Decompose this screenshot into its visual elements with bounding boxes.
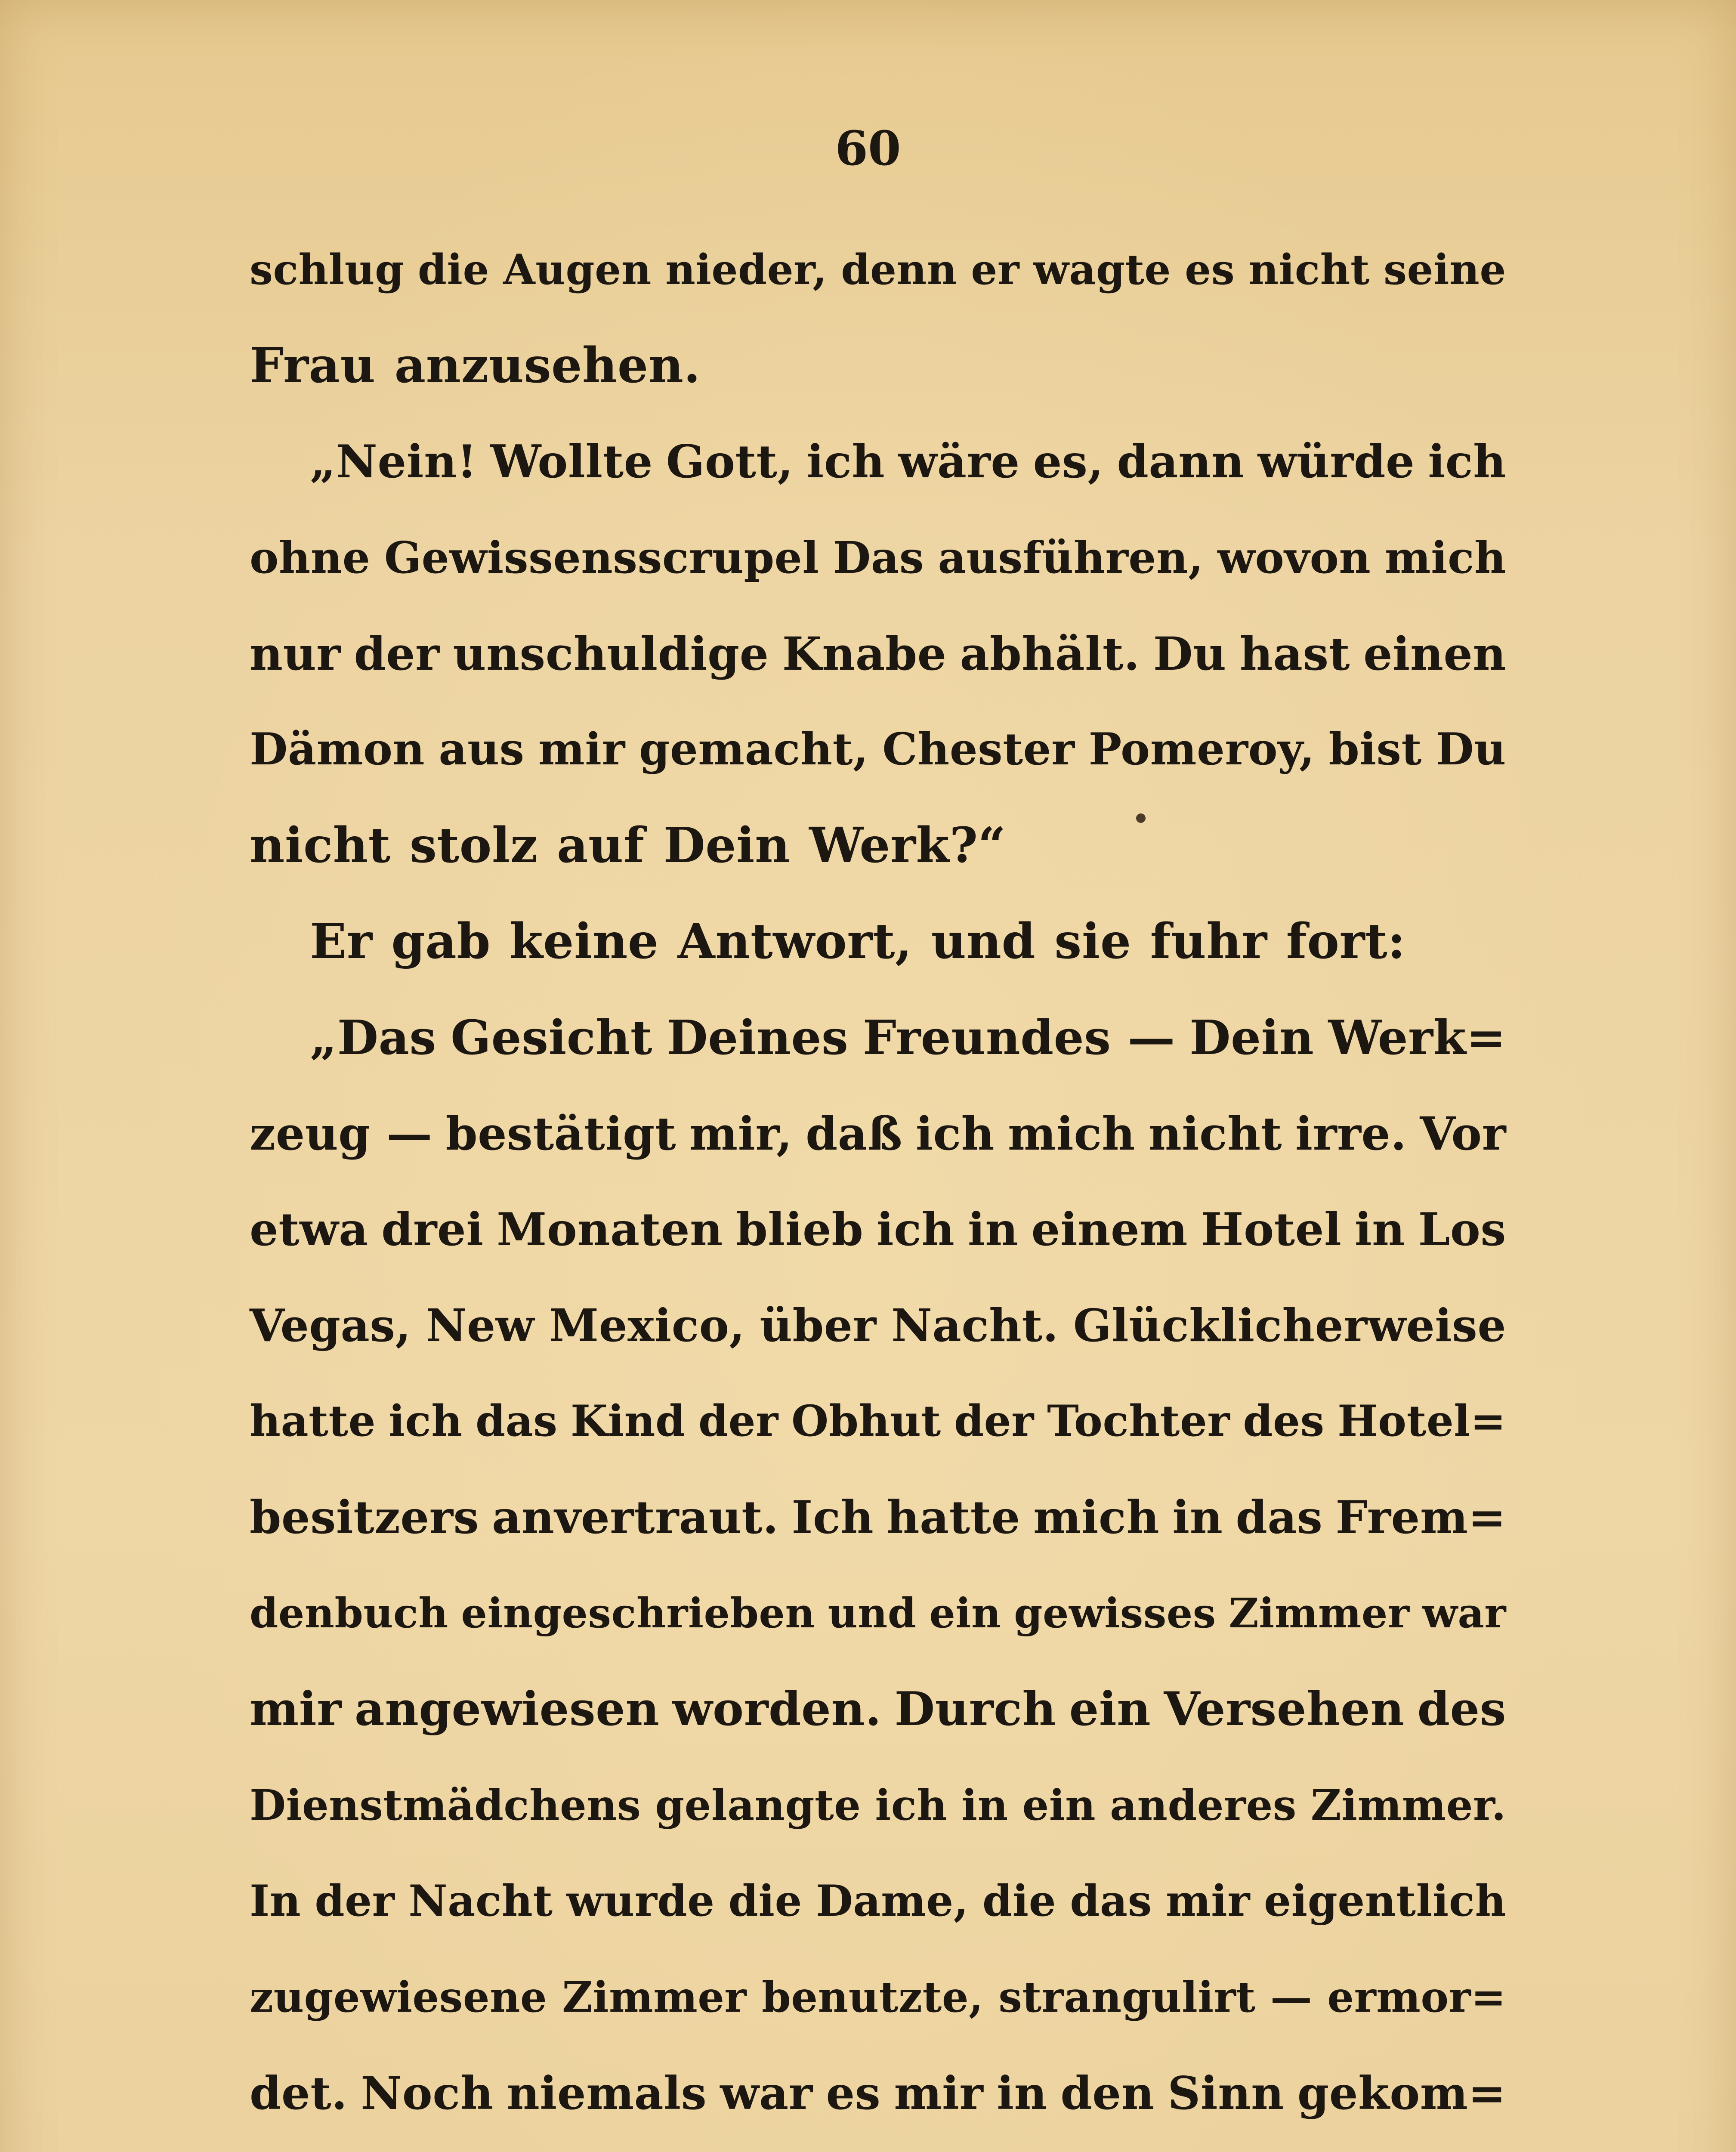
word: ein bbox=[1069, 1682, 1151, 1736]
word: würde bbox=[1257, 435, 1415, 488]
word: denbuch bbox=[250, 1589, 448, 1637]
word: wurde bbox=[566, 1876, 715, 1926]
word: ich bbox=[389, 1396, 463, 1446]
word: des bbox=[1243, 1396, 1325, 1446]
word bbox=[478, 2141, 578, 2152]
word: Dämon bbox=[250, 724, 425, 775]
text-line bbox=[250, 1757, 1506, 1853]
text-line bbox=[250, 1565, 1506, 1661]
word: angewiesen bbox=[354, 1682, 660, 1736]
word: die bbox=[728, 1876, 802, 1926]
word bbox=[371, 2141, 463, 2152]
word: nur bbox=[250, 627, 341, 680]
word: Versehen bbox=[1164, 1682, 1405, 1736]
word: irre. bbox=[1295, 1107, 1407, 1160]
word: in bbox=[967, 1203, 1019, 1256]
word: drei bbox=[381, 1203, 484, 1256]
text-line bbox=[250, 1277, 1506, 1373]
word: bestätigt bbox=[445, 1107, 676, 1160]
text-line bbox=[250, 894, 1506, 989]
word bbox=[1216, 2141, 1321, 2152]
word: Deines bbox=[667, 1010, 849, 1065]
word: Hotel= bbox=[1338, 1396, 1506, 1446]
word: zugewiesene bbox=[250, 1973, 547, 2022]
word: gab bbox=[391, 913, 491, 970]
word: mir bbox=[1165, 1876, 1250, 1926]
word: Das bbox=[833, 532, 924, 583]
word: Sinn bbox=[1168, 2066, 1284, 2120]
word: Antwort, bbox=[677, 913, 912, 970]
word bbox=[250, 2141, 356, 2152]
word: ohne bbox=[250, 532, 371, 583]
word: etwa bbox=[250, 1203, 368, 1256]
word: gewisses bbox=[1014, 1589, 1216, 1637]
word: wäre bbox=[898, 435, 1020, 488]
word: ich bbox=[875, 1781, 948, 1830]
page-number: 60 bbox=[835, 121, 901, 176]
word: Werk?“ bbox=[809, 817, 1006, 874]
word bbox=[592, 2141, 669, 2152]
word: „Nein! bbox=[310, 435, 477, 488]
word: gekom= bbox=[1297, 2066, 1506, 2120]
word: der bbox=[698, 1396, 778, 1446]
word: hatte bbox=[887, 1490, 1020, 1544]
text-line bbox=[250, 798, 1506, 894]
word: gemacht, bbox=[639, 724, 869, 775]
text-line bbox=[250, 702, 1506, 798]
word: schlug bbox=[250, 245, 404, 294]
word: Zimmer. bbox=[1310, 1781, 1506, 1830]
word: Dienstmädchens bbox=[250, 1781, 641, 1830]
text-line bbox=[250, 989, 1506, 1085]
word: zeug — bbox=[250, 1107, 432, 1160]
word: die bbox=[982, 1876, 1056, 1926]
word: stolz bbox=[409, 817, 538, 874]
word: Er bbox=[310, 913, 373, 970]
word: seine bbox=[1383, 245, 1506, 294]
word: Vor bbox=[1420, 1107, 1506, 1160]
word: Kind bbox=[570, 1396, 686, 1446]
text-line bbox=[250, 318, 1506, 414]
word: das bbox=[1236, 1490, 1323, 1544]
word: Du bbox=[1436, 724, 1506, 775]
word: auf bbox=[556, 817, 645, 874]
word: der bbox=[315, 1876, 395, 1926]
word: Los bbox=[1418, 1203, 1506, 1256]
word: sie bbox=[1054, 913, 1131, 970]
word bbox=[1335, 2141, 1506, 2152]
word: Gott, bbox=[666, 435, 794, 488]
word: keine bbox=[510, 913, 659, 970]
word: Freundes — bbox=[862, 1010, 1175, 1065]
word: Zimmer bbox=[562, 1973, 747, 2022]
text-line bbox=[250, 510, 1506, 606]
text-line bbox=[250, 1373, 1506, 1469]
word: Frau bbox=[250, 337, 376, 394]
word: eingeschrieben bbox=[461, 1589, 815, 1637]
word: ich bbox=[1428, 435, 1506, 488]
word: hatte bbox=[250, 1396, 376, 1446]
word: benutzte, bbox=[762, 1973, 984, 2022]
word: die bbox=[417, 245, 490, 294]
text-line bbox=[250, 2141, 1506, 2152]
word: des bbox=[1417, 1682, 1506, 1736]
word: mich bbox=[1007, 1107, 1135, 1160]
word: worden. bbox=[672, 1682, 882, 1736]
word: aus bbox=[439, 724, 525, 775]
word: einem bbox=[1031, 1203, 1188, 1256]
word: Monaten bbox=[497, 1203, 723, 1256]
word: war bbox=[1422, 1589, 1506, 1637]
word: Werk= bbox=[1328, 1010, 1506, 1065]
word: eigentlich bbox=[1263, 1876, 1506, 1926]
word: den bbox=[1060, 2066, 1155, 2120]
word: in bbox=[961, 1781, 1008, 1830]
word: Ich bbox=[791, 1490, 874, 1544]
word: mir bbox=[894, 2066, 984, 2120]
word: Chester bbox=[882, 724, 1075, 775]
word: nicht bbox=[1148, 1107, 1282, 1160]
word: Dein bbox=[663, 817, 791, 874]
word: Dame, bbox=[816, 1876, 969, 1926]
word: Dein bbox=[1189, 1010, 1314, 1065]
text-line bbox=[250, 1949, 1506, 2045]
word bbox=[1109, 2141, 1202, 2152]
word: Obhut bbox=[791, 1396, 941, 1446]
word: ich bbox=[806, 435, 885, 488]
text-line bbox=[250, 606, 1506, 702]
word: Gesicht bbox=[451, 1010, 653, 1065]
word: Knabe bbox=[782, 627, 947, 680]
word: Zimmer bbox=[1229, 1589, 1410, 1637]
word: in bbox=[1172, 1490, 1223, 1544]
word: niemals bbox=[507, 2066, 707, 2120]
text-line bbox=[250, 414, 1506, 510]
word: ich bbox=[915, 1107, 995, 1160]
text-line bbox=[250, 1085, 1506, 1181]
word: gelangte bbox=[655, 1781, 861, 1830]
word: dann bbox=[1117, 435, 1245, 488]
text-block bbox=[250, 222, 1506, 2152]
word: mir, bbox=[689, 1107, 793, 1160]
word: einen bbox=[1363, 627, 1506, 680]
word: ermor= bbox=[1327, 1973, 1506, 2022]
word: anderes bbox=[1110, 1781, 1297, 1830]
word: war bbox=[720, 2066, 813, 2120]
word: Augen bbox=[503, 245, 652, 294]
word: Nacht. bbox=[891, 1299, 1059, 1352]
text-line bbox=[250, 1853, 1506, 1949]
word: Gewissensscrupel bbox=[384, 532, 819, 583]
word: in bbox=[1354, 1203, 1405, 1256]
word: anvertraut. bbox=[492, 1490, 779, 1544]
word: hast bbox=[1239, 627, 1350, 680]
word: es, bbox=[1033, 435, 1104, 488]
word: nicht bbox=[250, 817, 391, 874]
word: mir bbox=[538, 724, 625, 775]
word: in bbox=[997, 2066, 1047, 2120]
word: der bbox=[954, 1396, 1034, 1446]
word: mich bbox=[1033, 1490, 1160, 1544]
word bbox=[924, 2141, 1094, 2152]
word: strangulirt — bbox=[998, 1973, 1313, 2022]
word: bist bbox=[1328, 724, 1422, 775]
word: anzusehen. bbox=[394, 337, 701, 394]
word: abhält. bbox=[960, 627, 1140, 680]
word: Frem= bbox=[1335, 1490, 1506, 1544]
text-line bbox=[250, 1661, 1506, 1757]
word: det. bbox=[250, 2066, 348, 2120]
word: Tochter bbox=[1047, 1396, 1230, 1446]
word: New bbox=[426, 1299, 534, 1352]
word: unschuldige bbox=[453, 627, 769, 680]
word: besitzers bbox=[250, 1490, 479, 1544]
word: wagte bbox=[1033, 245, 1171, 294]
word: Wollte bbox=[490, 435, 653, 488]
word: Durch bbox=[894, 1682, 1056, 1736]
word: ein bbox=[1022, 1781, 1096, 1830]
word: ich bbox=[876, 1203, 955, 1256]
word: es bbox=[826, 2066, 881, 2120]
text-line bbox=[250, 1469, 1506, 1565]
word: Mexico, bbox=[549, 1299, 745, 1352]
word: Vegas, bbox=[250, 1299, 411, 1352]
word: daß bbox=[806, 1107, 902, 1160]
word: Pomeroy, bbox=[1088, 724, 1315, 775]
word: Glücklicherweise bbox=[1073, 1299, 1506, 1352]
word: das bbox=[475, 1396, 558, 1446]
word: und bbox=[828, 1589, 917, 1637]
word: denn bbox=[841, 245, 958, 294]
word: mir bbox=[250, 1682, 342, 1736]
word: wovon bbox=[1217, 532, 1371, 583]
word: blieb bbox=[736, 1203, 864, 1256]
word: der bbox=[354, 627, 440, 680]
word bbox=[683, 2141, 910, 2152]
word: er bbox=[971, 245, 1019, 294]
word: In bbox=[250, 1876, 301, 1926]
word: mich bbox=[1384, 532, 1506, 583]
word: das bbox=[1070, 1876, 1152, 1926]
word: ein bbox=[929, 1589, 1001, 1637]
word: „Das bbox=[310, 1010, 436, 1065]
text-line bbox=[250, 2045, 1506, 2141]
word: Noch bbox=[361, 2066, 494, 2120]
word: ausführen, bbox=[938, 532, 1204, 583]
word: Hotel bbox=[1201, 1203, 1342, 1256]
text-line bbox=[250, 222, 1506, 318]
word: über bbox=[760, 1299, 877, 1352]
word: Nacht bbox=[408, 1876, 553, 1926]
text-line bbox=[250, 1181, 1506, 1277]
word: es bbox=[1185, 245, 1235, 294]
word: Du bbox=[1153, 627, 1226, 680]
word: fuhr bbox=[1150, 913, 1267, 970]
word: und bbox=[931, 913, 1036, 970]
word: nieder, bbox=[665, 245, 828, 294]
word: nicht bbox=[1248, 245, 1370, 294]
ink-speck bbox=[1136, 813, 1146, 823]
word: fort: bbox=[1286, 913, 1406, 970]
